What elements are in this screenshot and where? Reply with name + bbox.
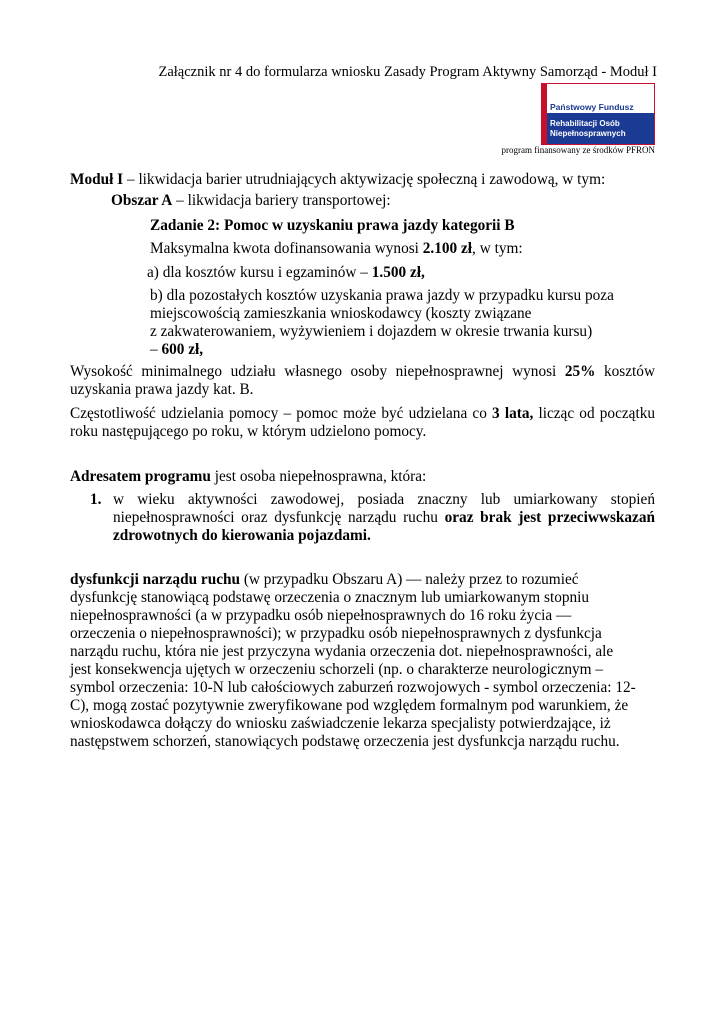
- frequency-suffix: licząc od początku roku następującego po roku, w którym udzielono pomocy.: [70, 405, 655, 440]
- own-contribution-value: 25%: [564, 363, 596, 380]
- addressee-list-item: [113, 491, 655, 545]
- logo-text-line1: Państwowy Fundusz: [550, 102, 634, 112]
- max-funding-amount: 2.100 zł: [422, 240, 473, 257]
- list-item-number: 1.: [90, 491, 102, 508]
- logo-text-lines: [550, 119, 626, 139]
- definition-line5: narządu ruchu, która nie jest przyczyna wydania orzeczenia dot. niepełnosprawności, ale: [70, 643, 614, 660]
- definition-line1: [70, 571, 636, 589]
- definition-line10: następstwem schorzeń, stanowiących podstawę orzeczenia jest dysfunkcja narządu ruchu.: [70, 733, 620, 750]
- cost-item-b-amount: 600 zł,: [161, 341, 204, 358]
- cost-item-b-line4: [150, 341, 614, 359]
- definition-line6: jest konsekwencja ujętych w orzeczeniu schorzeli (np. o charakterze neurologicznym –: [70, 661, 604, 678]
- logo-red-stripe: [542, 84, 547, 144]
- definition-line1-rest: (w przypadku Obszaru A) — należy przez to rozumieć: [240, 571, 579, 588]
- cost-item-b-line1: b) dla pozostałych kosztów uzyskania prawa jazdy w przypadku kursu poza: [150, 287, 614, 304]
- area-description: – likwidacja bariery transportowej:: [172, 192, 391, 209]
- own-contribution-suffix: kosztów uzyskania prawa jazdy kat. B.: [70, 363, 655, 398]
- definition-line2: dysfunkcję stanowiącą podstawę orzeczenia o znacznym lub umiarkowanym stopniu: [70, 589, 590, 606]
- cost-item-b-line2: miejscowością zamieszkania wnioskodawcy (koszty związane: [150, 305, 532, 322]
- addressee-list-number: [90, 491, 101, 509]
- definition-line7: symbol orzeczenia: 10-N lub całościowych zaburzeń rozwojowych - symbol orzeczenia: 12-: [70, 679, 636, 696]
- logo-text-line2: Rehabilitacji Osób: [550, 119, 620, 128]
- definition-line3: niepełnosprawności (a w przypadku osób niepełnosprawnych do 16 roku życia —: [70, 607, 572, 624]
- module-label: Moduł I: [70, 171, 124, 188]
- pfron-logo: [541, 83, 655, 145]
- own-contribution-prefix: Wysokość minimalnego udziału własnego osoby niepełnosprawnej wynosi: [70, 363, 565, 380]
- frequency-prefix: Częstotliwość udzielania pomocy – pomoc może być udzielana co: [70, 405, 493, 422]
- max-funding-line: [150, 240, 523, 258]
- definition-paragraph: [70, 571, 636, 751]
- max-funding-prefix: Maksymalna kwota dofinansowania wynosi: [150, 240, 423, 257]
- document-header-title: Załącznik nr 4 do formularza wniosku Zasady Program Aktywny Samorząd - Moduł I: [158, 64, 657, 80]
- frequency-value: 3 lata,: [492, 405, 534, 422]
- cost-item-a-text: a) dla kosztów kursu i egzaminów –: [147, 264, 372, 281]
- addressee-line: [70, 468, 426, 486]
- frequency-paragraph: [70, 405, 655, 441]
- logo-text-line3: Niepełnosprawnych: [550, 129, 626, 138]
- definition-line8: C), mogą zostać pozytywnie zweryfikowane pod względem formalnym pod warunkiem, że: [70, 697, 629, 714]
- addressee-rest: jest osoba niepełnosprawna, która:: [210, 468, 427, 485]
- list-item-text: w wieku aktywności zawodowej, posiada znaczny lub umiarkowany stopień niepełnosprawności oraz dysfunkcję narządu ruchu: [113, 491, 655, 526]
- cost-item-b-line3: z zakwaterowaniem, wyżywieniem i dojazdem w okresie trwania kursu): [150, 323, 593, 340]
- module-line: [70, 171, 605, 189]
- definition-line4: orzeczenia o niepełnosprawności); w przypadku osób niepełnosprawnych z dysfunkcja: [70, 625, 602, 642]
- definition-line9: wnioskodawca dołączy do wniosku zaświadczenie lekarza specjalisty potwierdzające, iż: [70, 715, 611, 732]
- list-item-bold: oraz brak jest przeciwwskazań zdrowotnych do kierowania pojazdami.: [113, 509, 655, 544]
- cost-item-a-amount: 1.500 zł,: [371, 264, 425, 281]
- cost-item-a: [147, 264, 425, 282]
- module-description: – likwidacja barier utrudniających aktywizację społeczną i zawodową, w tym:: [123, 171, 606, 188]
- own-contribution-paragraph: [70, 363, 655, 399]
- cost-item-b-dash: –: [150, 341, 162, 358]
- financing-note: program finansowany ze środków PFRON: [501, 145, 655, 155]
- task-title: [150, 217, 515, 235]
- area-label: Obszar A: [111, 192, 173, 209]
- addressee-label: Adresatem programu: [70, 468, 211, 485]
- definition-term: dysfunkcji narządu ruchu: [70, 571, 241, 588]
- task-title-text: Zadanie 2: Pomoc w uzyskaniu prawa jazdy kategorii B: [150, 217, 515, 234]
- cost-item-b: [150, 287, 614, 359]
- area-line: [111, 192, 391, 210]
- max-funding-suffix: , w tym:: [472, 240, 523, 257]
